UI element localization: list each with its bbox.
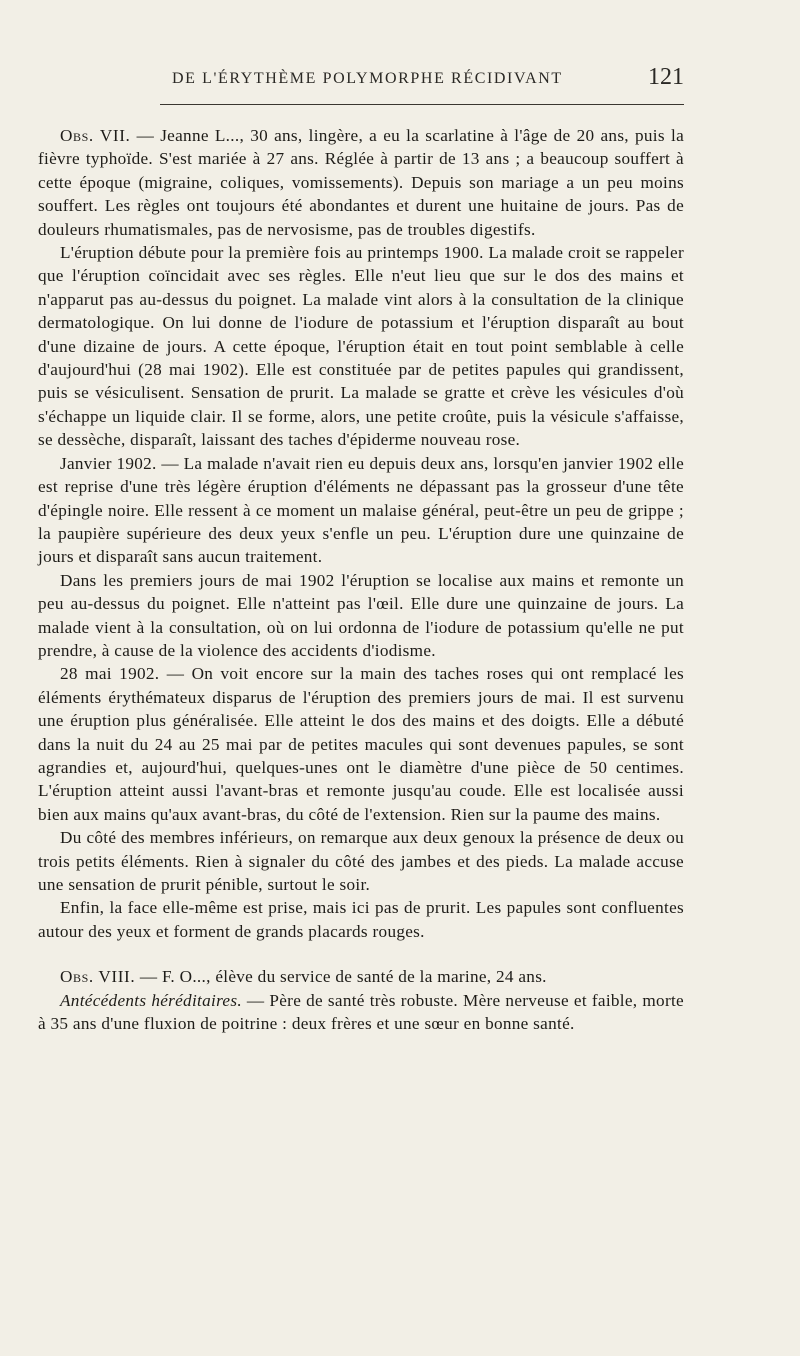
paragraph-28-may-1902: 28 mai 1902. — On voit encore sur la main des taches roses qui ont remplacé les éléments érythémateux disparus de l'éruption des premiers jours de mai. Il est survenu une éruption plus généralisée. Elle atteint le dos des mains et des doigts. Elle a débuté dans la nuit du 24 au 25 mai par de petites macules qui sont devenues papules, se sont agrandies et, aujourd'hui, quelques-unes ont le diamètre d'une pièce de 50 centimes. L'éruption atteint aussi l'avant-bras et remonte jusqu'au coude. Elle est localisée aussi bien aux mains qu'aux avant-bras, du côté de l'extension. Rien sur la paume des mains. [38, 664, 684, 824]
hereditary-text: — Père de santé très robuste. Mère nerveuse et faible, morte à 35 ans d'une fluxion de poitrine : deux frères et une sœur en bonne santé. [38, 990, 684, 1034]
paragraph-lower-limbs: Du côté des membres inférieurs, on remarque aux deux genoux la présence de deux ou trois petits éléments. Rien à signaler du côté des jambes et des pieds. La malade accuse une sensation de prurit pénible, surtout le soir. [38, 828, 684, 894]
paragraph-hereditary [38, 989, 684, 1036]
header-rule [160, 104, 684, 105]
paragraph-eruption-onset: L'éruption débute pour la première fois au printemps 1900. La malade croit se rappeler que l'éruption coïncidait avec ses règles. Elle n'eut lieu que sur le dos des mains et n'apparut pas au-dessus du poignet. La malade vint alors à la consultation de la clinique dermatologique. On lui donne de l'iodure de potassium et l'éruption disparaît au bout d'une dizaine de jours. A cette époque, l'éruption était en tout point semblable à celle d'aujourd'hui (28 mai 1902). Elle est constituée par de petites papules qui grandissent, puis se vésiculisent. Sensation de prurit. La malade se gratte et crève les vésicules d'où s'échappe un liquide clair. Il se forme, alors, une petite croûte, puis la vésicule s'affaisse, se dessèche, disparaît, laissant des taches d'épiderme nouveau rose. [38, 243, 684, 450]
observation-7-label: Obs. VII. [60, 126, 131, 145]
page-number: 121 [648, 64, 684, 90]
hereditary-label: Antécédents héréditaires. [60, 990, 242, 1010]
paragraph-january-1902: Janvier 1902. — La malade n'avait rien eu depuis deux ans, lorsqu'en janvier 1902 elle est reprise d'une très légère éruption d'éléments ne dépassant pas la grosseur d'une tête d'épingle noire. Elle ressent à ce moment un malaise général, peut-être un peu de grippe ; la paupière supérieure des deux yeux s'enfle un peu. L'éruption dure une quinzaine de jours et disparaît sans aucun traitement. [38, 453, 684, 567]
paragraph-may-1902: Dans les premiers jours de mai 1902 l'éruption se localise aux mains et remonte un peu au-dessus du poignet. Elle n'atteint pas l'œil. Elle dure une quinzaine de jours. La malade vient à la consultation, où on lui ordonna de l'iodure de potassium qu'elle ne put prendre, à cause de la violence des accidents d'iodisme. [38, 570, 684, 660]
observation-8-label: Obs. VIII. [60, 967, 136, 987]
observation-8-intro [38, 965, 684, 988]
page-header [158, 66, 684, 98]
observation-8-text: — F. O..., élève du service de santé de la marine, 24 ans. [135, 967, 547, 987]
observation-7-text: — Jeanne L..., 30 ans, lingère, a eu la scarlatine à l'âge de 20 ans, puis la fièvre typhoïde. S'est mariée à 27 ans. Réglée à partir de 13 ans ; a beaucoup souffert à cette époque (migraine, coliques, vomissements). Depuis son mariage a un peu moins souffert. Les règles ont toujours été abondantes et durent une huitaine de jours. Pas de douleurs rhumatismales, pas de nervosisme, pas de troubles digestifs. [38, 126, 685, 239]
running-head: DE L'ÉRYTHÈME POLYMORPHE RÉCIDIVANT [172, 70, 563, 87]
paragraph-face: Enfin, la face elle-même est prise, mais ici pas de prurit. Les papules sont confluentes autour des yeux et forment de grands placards rouges. [38, 898, 684, 941]
body-text [38, 124, 684, 1035]
observation-7-intro [38, 124, 684, 241]
